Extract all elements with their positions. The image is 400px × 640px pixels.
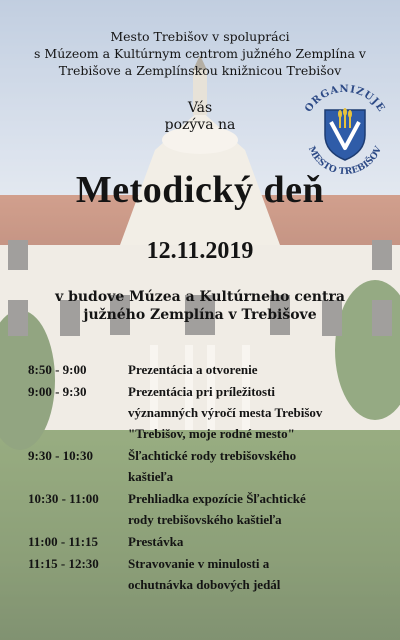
schedule-item [28, 381, 398, 444]
invite-line: Vás [187, 100, 213, 116]
description-line: "Trebišov, moje rodné mesto" [128, 426, 295, 441]
description-line: rody trebišovského kaštieľa [128, 512, 282, 527]
description-line: Prezentácia pri príležitosti [128, 384, 276, 399]
intro-line: Trebišove a Zemplínskou knižnicou Trebišov [58, 63, 342, 78]
invite-line: pozýva na [164, 117, 236, 133]
description-line: významných výročí mesta Trebišov [128, 405, 323, 420]
venue-line: v budove Múzea a Kultúrneho centra [55, 289, 345, 305]
schedule-item [28, 488, 398, 530]
schedule-item [28, 359, 398, 380]
event-date: 12.11.2019 [146, 238, 254, 264]
description-line: Šľachtické rody trebišovského [128, 448, 297, 463]
venue-line: južného Zemplína v Trebišove [83, 307, 317, 323]
schedule-time: 11:00 - 11:15 [28, 534, 99, 549]
event-venue [0, 288, 400, 324]
schedule-item [28, 445, 398, 487]
event-title: Metodický deň [75, 169, 325, 211]
schedule-time: 10:30 - 11:00 [28, 491, 99, 506]
description-line: ochutnávka dobových jedál [128, 577, 281, 592]
badge-top-text: ORGANIZUJE [303, 83, 387, 115]
organizer-intro [0, 28, 400, 79]
schedule-time: 9:00 - 9:30 [28, 384, 87, 399]
description-line: Prezentácia a otvorenie [128, 362, 258, 377]
schedule [28, 359, 398, 596]
schedule-description [128, 488, 398, 530]
schedule-description [128, 381, 398, 444]
schedule-time: 11:15 - 12:30 [28, 556, 99, 571]
schedule-item [28, 553, 398, 595]
description-line: Prestávka [128, 534, 184, 549]
intro-line: s Múzeom a Kultúrnym centrom južného Zemplína v [34, 46, 366, 61]
schedule-item [28, 531, 398, 552]
description-line: Prehliadka expozície Šľachtické [128, 491, 306, 506]
badge-bottom-text: MESTO TREBIŠOV [305, 144, 385, 178]
schedule-description [128, 445, 398, 487]
schedule-description [128, 531, 398, 552]
intro-line: Mesto Trebišov v spolupráci [110, 29, 290, 44]
schedule-time: 8:50 - 9:00 [28, 362, 87, 377]
schedule-description [128, 553, 398, 595]
description-line: Stravovanie v minulosti a [128, 556, 270, 571]
schedule-time: 9:30 - 10:30 [28, 448, 93, 463]
invitation-text [0, 100, 400, 134]
description-line: kaštieľa [128, 469, 174, 484]
schedule-description [128, 359, 398, 380]
